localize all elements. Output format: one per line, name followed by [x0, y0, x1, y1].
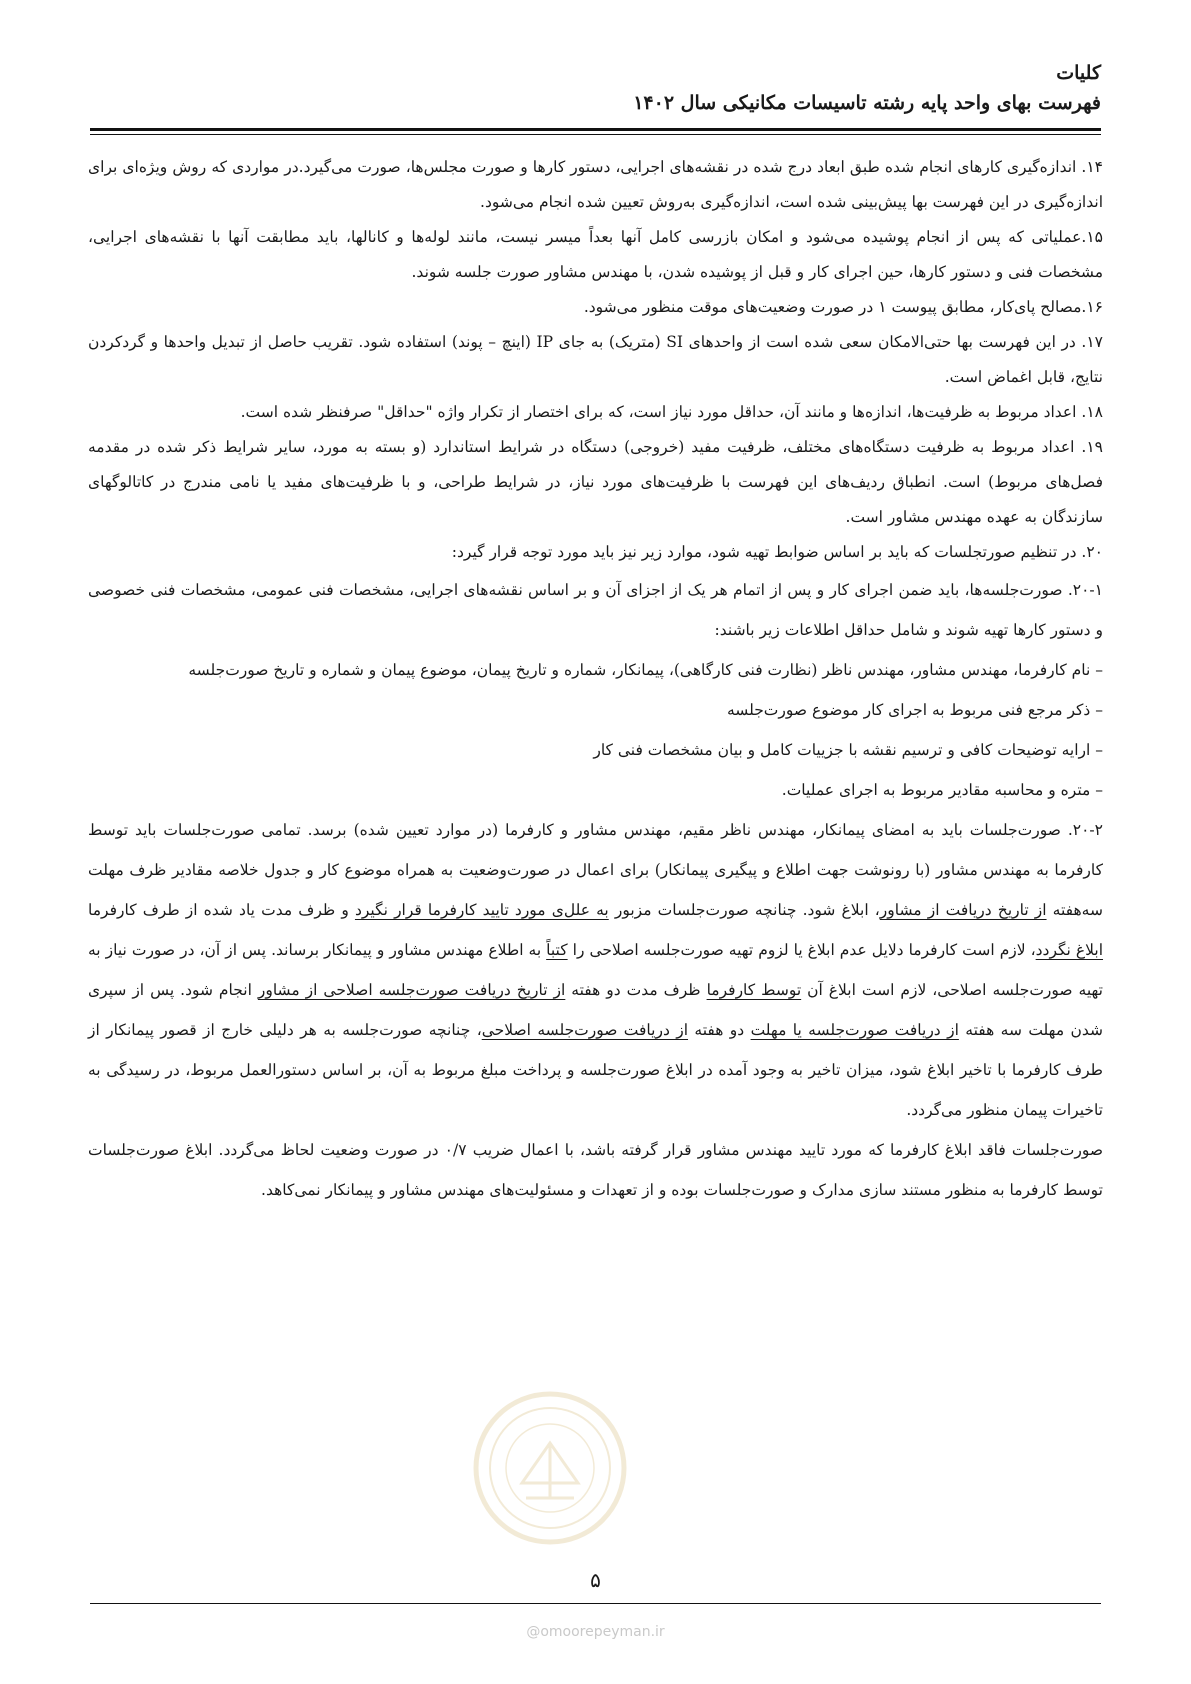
header-rule-thin: [90, 134, 1101, 135]
section-title: کلیات: [1056, 62, 1101, 84]
paragraph-19: ۱۹. اعداد مربوط به ظرفیت دستگاه‌های مختلف، ظرفیت مفید (خروجی) دستگاه در شرایط استاندارد (و بسته به مورد، سایر شرایط ذکر شده در مقدمه فصل‌های مربوط) است. انطباق ردیف‌های این فهرست با ظرفیت‌های مورد نیاز، در شرایط طراحی، و با ظرفیت‌های مفید یا نامی مندرج در کاتالوگهای سازندگان به عهده مهندس مشاور است.: [88, 438, 1103, 526]
header-rule-thick: [90, 128, 1101, 131]
paragraph-15: ۱۵.عملیاتی که پس از انجام پوشیده می‌شود و امکان بازرسی کامل آنها بعداً میسر نیست، مانند لوله‌ها و کانالها، باید مطابقت آنها با نقشه‌های اجرایی، مشخصات فنی و دستور کارها، حین اجرای کار و قبل از پوشیده شدن، با مهندس مشاور صورت جلسه شوند.: [88, 228, 1103, 281]
paragraph-final: صورت‌جلسات فاقد ابلاغ کارفرما که مورد تایید مهندس مشاور قرار گرفته باشد، با اعمال ضریب ۰/۷ در صورت وضعیت لحاظ می‌گردد. ابلاغ صورت‌جلسات توسط کارفرما به منظور مستند سازی مدارک و صورت‌جلسات بوده و از تعهدات و مسئولیت‌های مهندس مشاور و پیمانکار نمی‌کاهد.: [88, 1141, 1103, 1199]
text-run: به اطلاع مهندس مشاور و پیمانکار برساند. پس از آن، در صورت نیاز به تهیه صورت‌جلسه اصلاحی، لازم است ابلاغ آن: [88, 941, 1103, 999]
page-number: ۵: [590, 1568, 601, 1592]
underlined-text: توسط کارفرما: [706, 981, 802, 999]
underlined-text: ابلاغ نگردد: [1035, 941, 1104, 959]
list-item: – ذکر مرجع فنی مربوط به اجرای کار موضوع صورت‌جلسه: [726, 701, 1103, 719]
paragraph-14: ۱۴. اندازه‌گیری کارهای انجام شده طبق ابعاد درج شده در نقشه‌های اجرایی، دستور کارها و صورت مجلس‌ها، صورت می‌گیرد.در مواردی که روش ویژه‌ای برای اندازه‌گیری در این فهرست بها پیش‌بینی شده است، اندازه‌گیری به‌روش تعیین شده انجام می‌شود.: [88, 158, 1103, 211]
underlined-text: از دریافت صورت‌جلسه یا مهلت: [750, 1021, 959, 1039]
page-header: [90, 58, 1101, 118]
text-run: ۲۰-۲. صورت‌جلسات باید به امضای پیمانکار، مهندس ناظر مقیم، مهندس مشاور و کارفرما (در موارد تعیین شده) برسد. تمامی صورت‌جلسات باید توسط کارفرما به مهندس مشاور (با رونوشت جهت اطلاع و پیگیری پیمانکار) برای اعمال در صورت‌وضعیت به همراه موضوع کار و جدول خلاصه مقادیر ظرف مهلت سه‌هفته: [88, 821, 1103, 919]
text-run: ، چنانچه صورت‌جلسه به هر دلیلی خارج از قصور پیمانکار از طرف کارفرما با تاخیر ابلاغ شود، میزان تاخیر به وجود آمده در ابلاغ صورت‌جلسه و پرداخت مبلغ مربوط به آن، بر اساس دستورالعمل مربوط، در رسیدگی به تاخیرات پیمان منظور می‌گردد.: [88, 1021, 1103, 1119]
underlined-text: کتباً: [546, 941, 568, 959]
text-run: ، لازم است کارفرما دلایل عدم ابلاغ یا لزوم تهیه صورت‌جلسه اصلاحی را: [567, 941, 1036, 959]
document-title: فهرست بهای واحد پایه رشته تاسیسات مکانیکی سال ۱۴۰۲: [633, 92, 1101, 114]
text-run: ظرف مدت دو هفته: [565, 981, 707, 999]
paragraph-20-1: ۲۰-۱. صورت‌جلسه‌ها، باید ضمن اجرای کار و پس از اتمام هر یک از اجزای آن و بر اساس نقشه‌های اجرایی، مشخصات فنی عمومی، مشخصات فنی خصوصی و دستور کارها تهیه شوند و شامل حداقل اطلاعات زیر باشند:: [88, 581, 1103, 639]
text-run: و ظرف مدت یاد شده از طرف کارفرما: [88, 901, 355, 919]
paragraph-16: ۱۶.مصالح پای‌کار، مطابق پیوست ۱ در صورت وضعیت‌های موقت منظور می‌شود.: [583, 298, 1103, 316]
text-run: ، ابلاغ شود. چنانچه صورت‌جلسات مزبور: [608, 901, 880, 919]
watermark-url: @omoorepeyman.ir: [526, 1624, 665, 1640]
underlined-text: به علل‌ی مورد تایید کارفرما قرار نگیرد: [354, 901, 609, 919]
body-text: [88, 150, 1103, 1210]
paragraph-20: ۲۰. در تنظیم صورتجلسات که باید بر اساس ضوابط تهیه شود، موارد زیر نیز باید مورد توجه قرار گیرد:: [451, 543, 1103, 561]
footer-rule: [90, 1603, 1101, 1604]
list-item: – ارایه توضیحات کافی و ترسیم نقشه با جزییات کامل و بیان مشخصات فنی کار: [593, 741, 1103, 759]
list-item: – متره و محاسبه مقادیر مربوط به اجرای عملیات.: [781, 781, 1103, 799]
paragraph-20-2: [88, 810, 1103, 1130]
text-run: دو هفته: [688, 1021, 751, 1039]
watermark-seal-icon: [470, 1388, 630, 1548]
list-item: – نام کارفرما، مهندس مشاور، مهندس ناظر (نظارت فنی کارگاهی)، پیمانکار، شماره و تاریخ پیمان، موضوع پیمان و شماره و تاریخ صورت‌جلسه: [188, 661, 1103, 679]
paragraph-17: ۱۷. در این فهرست بها حتی‌الامکان سعی شده است از واحدهای SI (متریک) به جای IP (اینچ – پوند) استفاده شود. تقریب حاصل از تبدیل واحدها و گردکردن نتایج، قابل اغماض است.: [88, 333, 1103, 386]
text-run: انجام شود. پس از سپری شدن مهلت سه هفته: [88, 981, 1104, 1039]
paragraph-18: ۱۸. اعداد مربوط به ظرفیت‌ها، اندازه‌ها و مانند آن، حداقل مورد نیاز است، که برای اختصار از تکرار واژه "حداقل" صرفنظر شده است.: [240, 403, 1103, 421]
underlined-text: از تاریخ دریافت از مشاور: [879, 901, 1047, 919]
underlined-text: از دریافت صورت‌جلسه اصلاحی: [481, 1021, 689, 1039]
underlined-text: از تاریخ دریافت صورت‌جلسه اصلاحی از مشاور: [257, 981, 566, 999]
